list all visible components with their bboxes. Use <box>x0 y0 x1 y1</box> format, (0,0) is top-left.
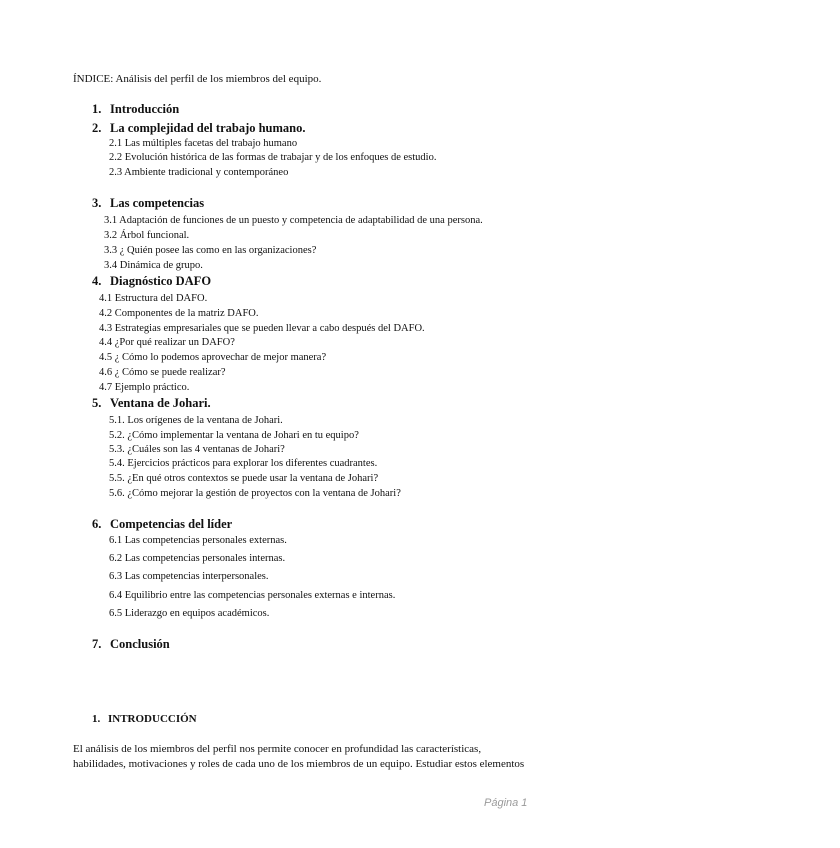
subsection-item: 6.1 Las competencias personales externas. <box>109 535 287 546</box>
body-text-line: El análisis de los miembros del perfil nos permite conocer en profundidad las características, <box>73 743 482 755</box>
intro-number: 1. <box>92 713 101 725</box>
subsection-item: 4.3 Estrategias empresariales que se pueden llevar a cabo después del DAFO. <box>99 323 425 334</box>
page-number-footer: Página 1 <box>484 797 528 809</box>
section-number: 7. <box>92 637 102 651</box>
subsection-item: 5.3. ¿Cuáles son las 4 ventanas de Johari? <box>109 444 285 455</box>
subsection-item: 4.5 ¿ Cómo lo podemos aprovechar de mejor manera? <box>99 352 327 363</box>
section-title: La complejidad del trabajo humano. <box>110 121 306 135</box>
subsection-item: 6.3 Las competencias interpersonales. <box>109 571 269 582</box>
subsection-item: 4.7 Ejemplo práctico. <box>99 382 190 393</box>
section-number: 6. <box>92 517 102 531</box>
subsection-item: 2.2 Evolución histórica de las formas de trabajar y de los enfoques de estudio. <box>109 152 437 163</box>
section-title: Introducción <box>110 102 180 116</box>
subsection-item: 4.4 ¿Por qué realizar un DAFO? <box>99 337 235 348</box>
subsection-item: 4.6 ¿ Cómo se puede realizar? <box>99 367 226 378</box>
subsection-item: 2.1 Las múltiples facetas del trabajo humano <box>109 138 298 149</box>
subsection-item: 4.1 Estructura del DAFO. <box>99 293 208 304</box>
subsection-item: 5.4. Ejercicios prácticos para explorar los diferentes cuadrantes. <box>109 458 378 469</box>
subsection-item: 3.3 ¿ Quién posee las como en las organizaciones? <box>104 245 317 256</box>
subsection-item: 2.3 Ambiente tradicional y contemporáneo <box>109 167 289 178</box>
section-heading-7 <box>92 637 170 652</box>
subsection-item: 5.1. Los orígenes de la ventana de Johari. <box>109 415 283 426</box>
section-heading-5 <box>92 396 211 411</box>
subsection-item: 6.5 Liderazgo en equipos académicos. <box>109 608 270 619</box>
subsection-item: 3.4 Dinámica de grupo. <box>104 260 203 271</box>
subsection-item: 4.2 Componentes de la matriz DAFO. <box>99 308 259 319</box>
section-heading-1 <box>92 102 179 117</box>
intro-heading <box>92 713 197 725</box>
subsection-item: 5.2. ¿Cómo implementar la ventana de Johari en tu equipo? <box>109 430 359 441</box>
section-title: Ventana de Johari. <box>110 396 211 410</box>
subsection-item: 3.1 Adaptación de funciones de un puesto y competencia de adaptabilidad de una persona. <box>104 215 483 226</box>
section-number: 1. <box>92 102 102 116</box>
subsection-item: 3.2 Árbol funcional. <box>104 230 190 241</box>
section-heading-6 <box>92 517 232 532</box>
section-number: 3. <box>92 196 102 210</box>
section-number: 4. <box>92 274 102 288</box>
section-heading-4 <box>92 274 211 289</box>
section-title: Las competencias <box>110 196 205 210</box>
subsection-item: 5.5. ¿En qué otros contextos se puede usar la ventana de Johari? <box>109 473 379 484</box>
section-title: Conclusión <box>110 637 170 651</box>
subsection-item: 6.2 Las competencias personales internas. <box>109 553 286 564</box>
intro-title: INTRODUCCIÓN <box>108 713 197 725</box>
body-text-line: habilidades, motivaciones y roles de cada uno de los miembros de un equipo. Estudiar estos elementos <box>73 758 525 770</box>
subsection-item: 5.6. ¿Cómo mejorar la gestión de proyectos con la ventana de Johari? <box>109 488 401 499</box>
section-title: Competencias del líder <box>110 517 233 531</box>
section-number: 5. <box>92 396 102 410</box>
subsection-item: 6.4 Equilibrio entre las competencias personales externas e internas. <box>109 590 396 601</box>
section-title: Diagnóstico DAFO <box>110 274 212 288</box>
section-number: 2. <box>92 121 102 135</box>
index-title: ÍNDICE: Análisis del perfil de los miembros del equipo. <box>73 73 322 85</box>
section-heading-3 <box>92 196 204 211</box>
section-heading-2 <box>92 121 306 136</box>
